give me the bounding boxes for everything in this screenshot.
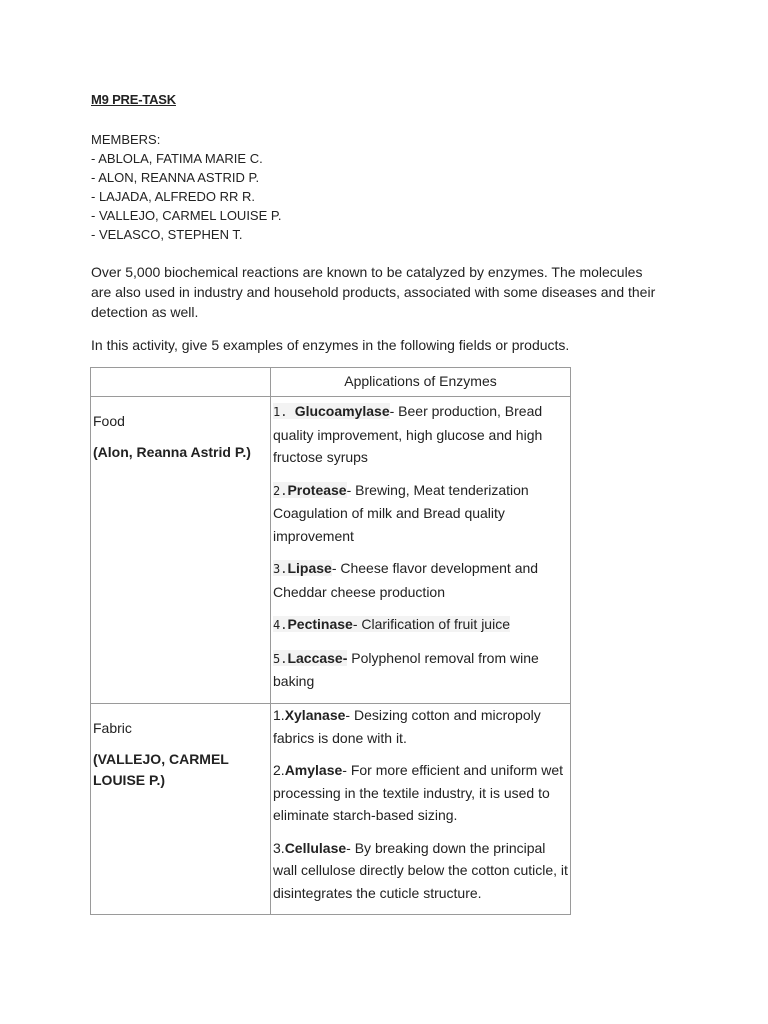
- enzyme-entry: [273, 647, 568, 693]
- table-row-food: [91, 397, 571, 704]
- table-header-cell: Applications of Enzymes: [271, 368, 571, 397]
- field-author: (Alon, Reanna Astrid P.): [93, 443, 251, 460]
- enzyme-description: - Desizing cotton and micropoly fabrics is done with it.: [273, 707, 541, 746]
- member-item: - ABLOLA, FATIMA MARIE C.: [91, 151, 263, 166]
- enzyme-name: Xylanase: [284, 707, 346, 723]
- enzyme-entry: [273, 400, 568, 469]
- enzyme-entry: [273, 557, 568, 603]
- enzyme-description: - Cheese flavor development and Cheddar cheese production: [273, 560, 539, 600]
- table-row-fabric: [91, 704, 571, 915]
- enzyme-description: - Beer production, Bread quality improvement, high glucose and high fructose syrups: [273, 403, 543, 465]
- intro-paragraph: Over 5,000 biochemical reactions are known to be catalyzed by enzymes. The molecules are also used in industry and household products, associated with some diseases and their detection as well.: [91, 264, 656, 320]
- member-item: - LAJADA, ALFREDO RR R.: [91, 189, 255, 204]
- entry-number: 3.: [273, 839, 285, 856]
- member-item: - VALLEJO, CARMEL LOUISE P.: [91, 208, 282, 223]
- field-author: (VALLEJO, CARMEL LOUISE P.): [93, 750, 229, 788]
- entry-number: 2.: [273, 483, 288, 498]
- instruction-paragraph: In this activity, give 5 examples of enzymes in the following fields or products.: [91, 337, 570, 353]
- enzyme-entry: [273, 479, 568, 548]
- field-name: Fabric: [93, 720, 132, 736]
- enzyme-name: Pectinase: [287, 616, 353, 632]
- applications-cell: [271, 704, 571, 915]
- enzyme-name: Laccase-: [287, 649, 348, 666]
- field-name: Food: [93, 413, 125, 429]
- entry-number: 1.: [273, 405, 295, 419]
- entry-number: 2.: [273, 762, 285, 778]
- enzyme-description: - Brewing, Meat tenderization Coagulation of milk and Bread quality improvement: [273, 481, 529, 544]
- entry-number: 5.: [273, 651, 288, 666]
- enzyme-entry: [273, 759, 568, 827]
- table-header-row: [91, 368, 571, 397]
- member-item: - VELASCO, STEPHEN T.: [91, 227, 243, 242]
- enzyme-description: - By breaking down the principal wall cellulose directly below the cotton cuticle, it disintegrates the cuticle structure.: [273, 839, 568, 901]
- enzyme-entry: [273, 704, 568, 749]
- entry-number: 3.: [273, 562, 288, 576]
- field-cell: [91, 704, 271, 915]
- field-cell: [91, 397, 271, 704]
- enzyme-entry: [273, 613, 568, 637]
- table-header-empty-cell: [91, 368, 271, 397]
- document-title: M9 PRE-TASK: [91, 92, 176, 107]
- enzyme-name: Cellulase: [284, 839, 347, 856]
- enzyme-description: - Clarification of fruit juice: [352, 616, 510, 632]
- member-item: - ALON, REANNA ASTRID P.: [91, 170, 260, 185]
- enzyme-name: Glucoamylase: [294, 403, 390, 419]
- enzymes-table: [90, 367, 571, 915]
- entry-number: 4.: [273, 618, 288, 632]
- entry-number: 1.: [273, 707, 285, 723]
- members-label: MEMBERS:: [91, 132, 161, 147]
- enzyme-entry: [273, 837, 568, 905]
- enzyme-description: Polyphenol removal from wine baking: [273, 649, 539, 689]
- enzyme-name: Protease: [287, 481, 347, 498]
- enzyme-description: - For more efficient and uniform wet processing in the textile industry, it is used to eliminate starch-based sizing.: [273, 762, 563, 823]
- enzyme-name: Lipase: [287, 560, 332, 576]
- enzyme-name: Amylase: [284, 762, 343, 778]
- members-list: [91, 130, 282, 244]
- applications-cell: [271, 397, 571, 704]
